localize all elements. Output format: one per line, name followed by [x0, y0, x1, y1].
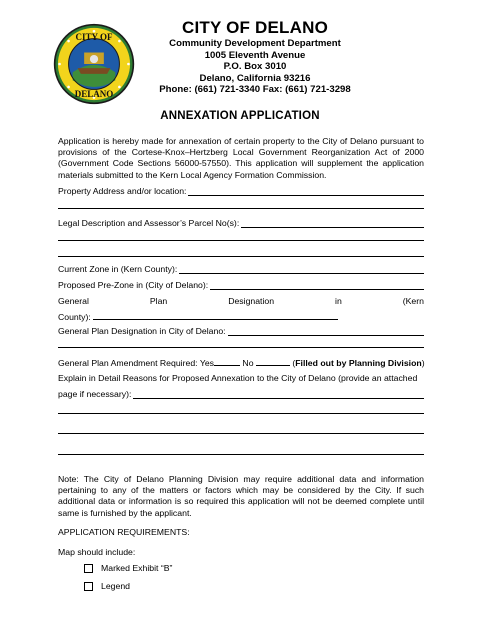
checklist-item[interactable] [84, 581, 130, 592]
gpa-paren-open: ( [289, 358, 296, 368]
explain-field[interactable] [58, 389, 424, 400]
po-box: P.O. Box 3010 [223, 61, 287, 73]
city-name: CITY OF DELANO [181, 18, 329, 37]
legal-description-line[interactable] [241, 227, 424, 228]
legal-description-field[interactable] [58, 218, 424, 229]
proposed-prezone-field[interactable] [58, 280, 424, 291]
seal-top-text: CITY OF [75, 32, 113, 43]
checkbox[interactable] [84, 564, 93, 573]
explain-label-2: page if necessary): [58, 389, 132, 399]
street-address: 1005 Eleventh Avenue [204, 49, 306, 61]
gp-word: General [58, 296, 89, 306]
legal-description-line-2[interactable] [58, 240, 424, 241]
legal-description-label: Legal Description and Assessor’s Parcel No(s): [58, 218, 240, 228]
checklist-item[interactable] [84, 563, 172, 574]
gp-county-line[interactable] [93, 310, 338, 320]
gp-city-line[interactable] [228, 335, 424, 336]
gp-kern-label-line [58, 296, 424, 307]
gp-county-field[interactable] [58, 310, 338, 323]
seal-bottom-text: DELANO [74, 88, 114, 99]
gpa-field [58, 357, 425, 369]
gp-word: (Kern [402, 296, 424, 306]
gpa-no-blank[interactable] [256, 357, 290, 366]
explain-line-4[interactable] [58, 454, 424, 455]
gp-county-label: County): [58, 312, 91, 322]
property-address-line-2[interactable] [58, 208, 424, 209]
gpa-yes-blank[interactable] [214, 357, 240, 366]
proposed-prezone-label: Proposed Pre-Zone in (City of Delano): [58, 280, 209, 290]
gp-city-field[interactable] [58, 326, 424, 337]
explain-line-3[interactable] [58, 433, 424, 434]
map-intro: Map should include: [58, 547, 136, 557]
gp-word: Plan [149, 296, 168, 306]
gpa-no-label: No [240, 358, 256, 368]
phone-fax: Phone: (661) 721-3340 Fax: (661) 721-3298 [159, 84, 351, 96]
property-address-label: Property Address and/or location: [58, 186, 187, 196]
checklist-label: Marked Exhibit “B” [101, 563, 173, 573]
explain-label-1: Explain in Detail Reasons for Proposed Annexation to the City of Delano (provide an attached [58, 373, 418, 383]
letterhead [130, 18, 380, 96]
requirements-heading: APPLICATION REQUIREMENTS: [58, 527, 190, 537]
legal-description-line-3[interactable] [58, 256, 424, 257]
explain-line-2[interactable] [58, 413, 424, 414]
note-paragraph: Note: The City of Delano Planning Division may require additional data and information pertaining to any of the matters or factors which may be considered by the City. If such additional data or information is so required this application will not be deemed complete until same is furnished by the applicant. [58, 474, 424, 518]
city-seal-logo [53, 23, 135, 105]
gp-city-line-2[interactable] [58, 347, 424, 348]
current-zone-label: Current Zone in (Kern County): [58, 264, 178, 274]
property-address-line[interactable] [188, 195, 424, 196]
department-name: Community Development Department [169, 38, 341, 49]
gpa-paren-close: ) [421, 358, 425, 368]
checklist-label: Legend [101, 581, 130, 591]
explain-line-1[interactable] [133, 398, 424, 399]
checkbox[interactable] [84, 582, 93, 591]
intro-paragraph: Application is hereby made for annexation of certain property to the City of Delano pursuant to provisions of the Cortese-Knox–Hertzberg Local Government Reorganization Act of 2000 (Government Code Sections 56000-57550). This application will supplement the application materials submitted to the Kern Local Agency Formation Commission. [58, 136, 424, 180]
current-zone-line[interactable] [179, 273, 424, 274]
city-state-zip: Delano, California 93216 [199, 72, 311, 84]
gp-word: in [335, 296, 342, 306]
current-zone-field[interactable] [58, 264, 424, 275]
gpa-label: General Plan Amendment Required: Yes [58, 358, 214, 368]
property-address-field[interactable] [58, 186, 424, 197]
gpa-planning-note: Filled out by Planning Division [295, 358, 422, 368]
gp-city-label: General Plan Designation in City of Delano: [58, 326, 226, 336]
gp-word: Designation [228, 296, 275, 306]
form-title: ANNEXATION APPLICATION [160, 110, 320, 122]
proposed-prezone-line[interactable] [210, 289, 424, 290]
